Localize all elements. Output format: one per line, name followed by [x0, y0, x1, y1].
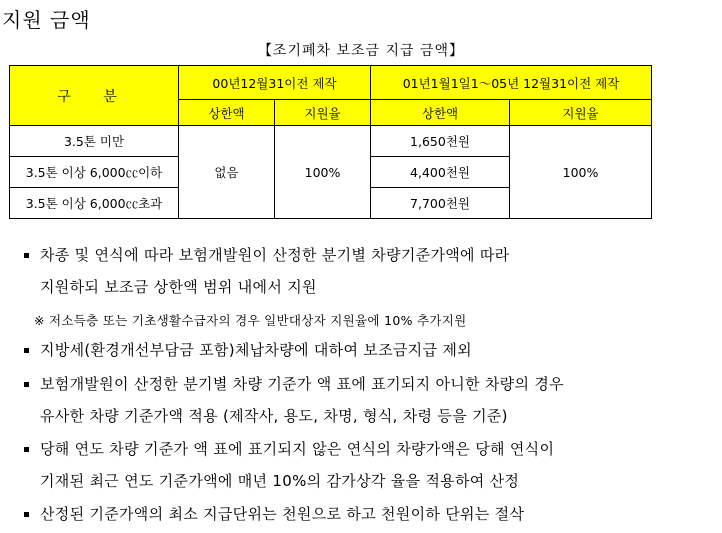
period-1-cap-cell: 없음 [179, 126, 275, 219]
note-line: 보험개발원이 산정한 분기별 차량 기준가 액 표에 표기되지 아니한 차량의 경우 [40, 375, 564, 393]
note-line: 지원하되 보조금 상한액 범위 내에서 지원 [40, 278, 317, 296]
header-period-2: 01년1월1일1～05년 12월31이전 제작 [371, 66, 652, 100]
note-line: 기재된 최근 연도 기준가액에 매년 10%의 감가상각 율을 적용하여 산정 [40, 472, 520, 490]
note-line: 산정된 기준가액의 최소 지급단위는 천원으로 하고 천원이하 단위는 절삭 [40, 505, 525, 523]
bullet-icon [24, 447, 29, 452]
header-period-1: 00년12월31이전 제작 [179, 66, 371, 100]
subsidy-table [9, 65, 652, 219]
note-line: 지방세(환경개선부담금 포함)체납차량에 대하여 보조금지급 제외 [40, 341, 472, 359]
bullet-icon [24, 382, 29, 387]
note-line: 유사한 차량 기준가액 적용 (제작사, 용도, 차명, 형식, 차령 등을 기준) [40, 407, 508, 425]
period-2-cap-cell: 1,650천원 [371, 126, 510, 157]
header-period-1-rate: 지원율 [275, 100, 371, 126]
row-category: 3.5톤 미만 [10, 126, 179, 157]
header-period-1-cap: 상한액 [179, 100, 275, 126]
table-header-row [10, 66, 652, 100]
note-line: 당해 연도 차량 기준가 액 표에 표기되지 않은 연식의 차량가액은 당해 연식이 [40, 440, 555, 458]
header-category: 구 분 [10, 66, 179, 126]
period-2-cap-cell: 7,700천원 [371, 188, 510, 219]
note-line: ※ 저소득층 또는 기초생활수급자의 경우 일반대상자 지원율에 10% 추가지원 [34, 313, 467, 328]
note-line: 차종 및 연식에 따라 보험개발원이 산정한 분기별 차량기준가액에 따라 [40, 246, 510, 264]
row-category: 3.5톤 이상 6,000㏄초과 [10, 188, 179, 219]
page-title: 지원 금액 [2, 8, 91, 32]
table-row [10, 126, 652, 157]
bullet-icon [24, 348, 29, 353]
period-2-rate-cell: 100% [510, 126, 652, 219]
period-2-cap-cell: 4,400천원 [371, 157, 510, 188]
row-category: 3.5톤 이상 6,000㏄이하 [10, 157, 179, 188]
header-period-2-cap: 상한액 [371, 100, 510, 126]
bullet-icon [24, 253, 29, 258]
period-1-rate-cell: 100% [275, 126, 371, 219]
table-title: 【조기폐차 보조금 지급 금액】 [257, 43, 465, 59]
header-period-2-rate: 지원율 [510, 100, 652, 126]
bullet-icon [24, 512, 29, 517]
